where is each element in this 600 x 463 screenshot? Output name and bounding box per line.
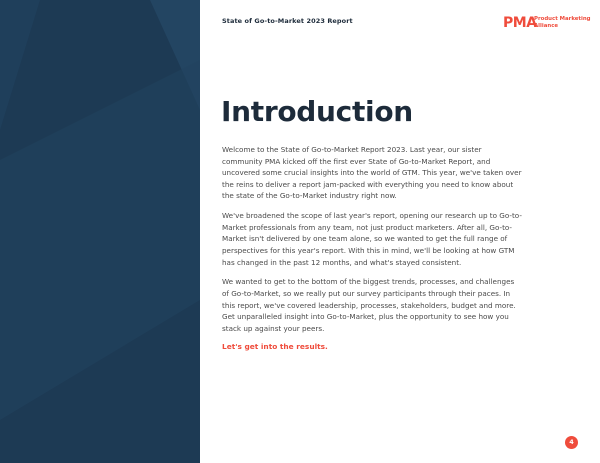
paragraph-3: We wanted to get to the bottom of the biggest trends, processes, and challenges of Go-to-Market, so we really put our survey participants through their paces. In this report, we've covered leadership, processes, stakeholders, budget and more. Get unparalleled insight into Go-to-Market, plus the opportunity to see how you stack up against your peers. <box>222 277 516 333</box>
page-title: Introduction <box>221 95 413 128</box>
logo-mark: PMA <box>503 15 537 31</box>
logo-line-2: Alliance <box>534 22 559 29</box>
report-title: State of Go-to-Market 2023 Report <box>222 17 353 25</box>
decorative-letter-shape <box>0 0 200 463</box>
sidebar-panel <box>0 0 200 463</box>
logo-line-1: Product Marketing <box>534 16 591 22</box>
logo-text <box>534 16 591 29</box>
cta-text: Let's get into the results. <box>222 342 328 351</box>
page-number-badge: 4 <box>565 436 578 449</box>
paragraph-2: We've broadened the scope of last year's report, opening our research up to Go-to-Market professionals from any team, not just product marketers. After all, Go-to-Market isn't delivered by one team alone, so we wanted to get the full range of perspectives for this year's report. With this in mind, we'll be looking at how GTM has changed in the past 12 months, and what's stayed consistent. <box>222 211 522 267</box>
pma-logo <box>503 14 591 32</box>
paragraph-1: Welcome to the State of Go-to-Market Report 2023. Last year, our sister community PMA kicked off the first ever State of Go-to-Market Report, and uncovered some crucial insights into the world of GTM. This year, we've taken over the reins to deliver a report jam-packed with everything you need to know about the state of the Go-to-Market industry right now. <box>222 145 522 201</box>
intro-body <box>222 144 522 342</box>
